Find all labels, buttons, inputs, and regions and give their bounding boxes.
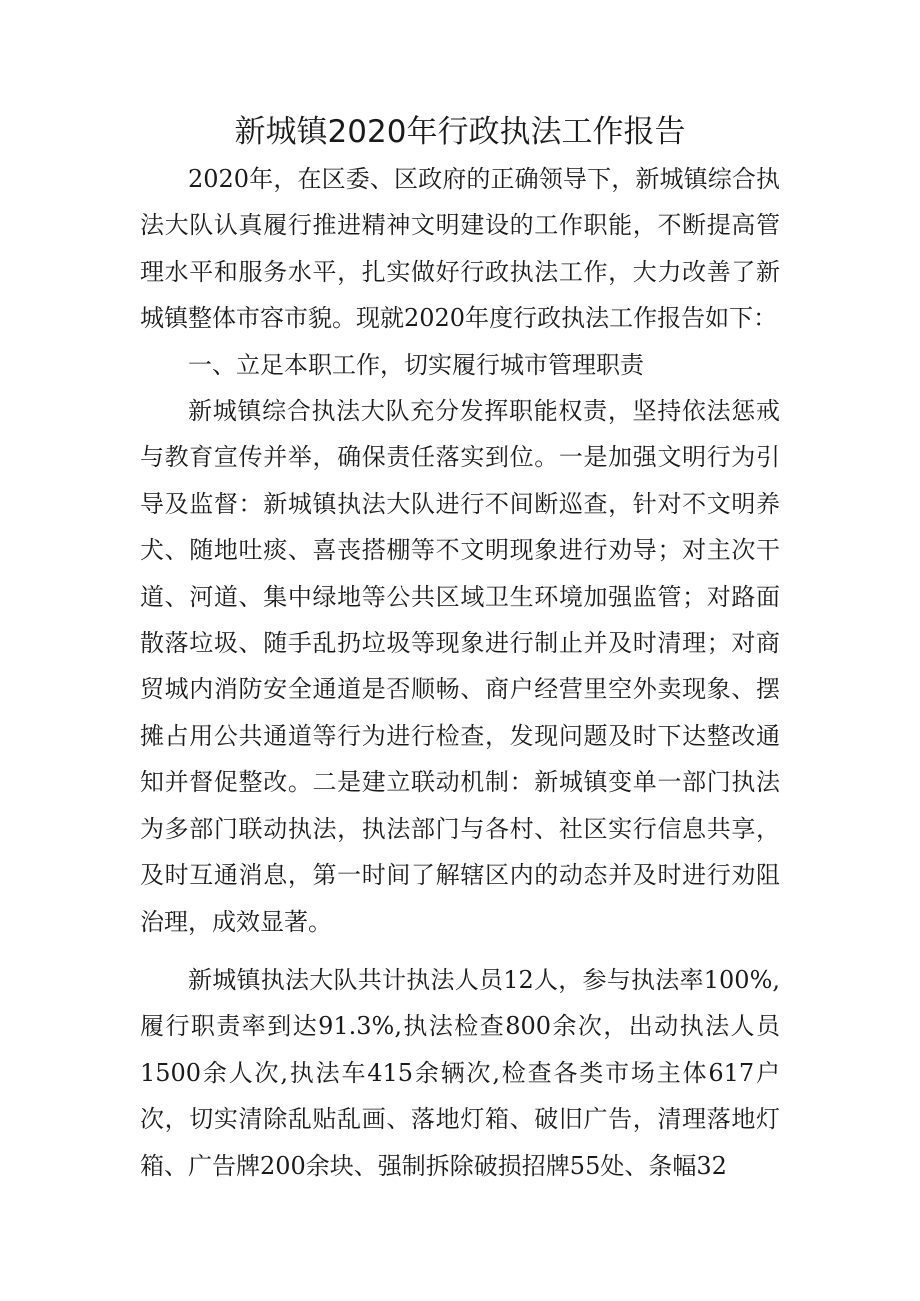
statistics-paragraph: 新城镇执法大队共计执法人员12人，参与执法率100%,履行职责率到达91.3%,执法检查800余次，出动执法人员1500余人次,执法车415余辆次,检查各类市场主体617户次，切实清除乱贴乱画、落地灯箱、破旧广告，清理落地灯箱、广告牌200余块、强制拆除破损招牌55处、条幅32 xyxy=(140,965,780,1180)
section-1-paragraph: 新城镇综合执法大队充分发挥职能权责，坚持依法惩戒与教育宣传并举，确保责任落实到位。一是加强文明行为引导及监督：新城镇执法大队进行不间断巡查，针对不文明养犬、随地吐痰、喜丧搭棚等不文明现象进行劝导；对主次干道、河道、集中绿地等公共区域卫生环境加强监管；对路面散落垃圾、随手乱扔垃圾等现象进行制止并及时清理；对商贸城内消防安全通道是否顺畅、商户经营里空外卖现象、摆摊占用公共通道等行为进行检查，发现问题及时下达整改通知并督促整改。二是建立联动机制：新城镇变单一部门执法为多部门联动执法，执法部门与各村、社区实行信息共享，及时互通消息，第一时间了解辖区内的动态并及时进行劝阻治理，成效显著。 xyxy=(140,397,780,936)
document-body xyxy=(140,156,780,1189)
intro-paragraph: 2020年，在区委、区政府的正确领导下，新城镇综合执法大队认真履行推进精神文明建设的工作职能，不断提高管理水平和服务水平，扎实做好行政执法工作，大力改善了新城镇整体市容市貌。现就2020年度行政执法工作报告如下： xyxy=(140,165,780,333)
section-heading-1: 一、立足本职工作，切实履行城市管理职责 xyxy=(188,350,644,379)
document-title: 新城镇2020年行政执法工作报告 xyxy=(234,114,686,150)
